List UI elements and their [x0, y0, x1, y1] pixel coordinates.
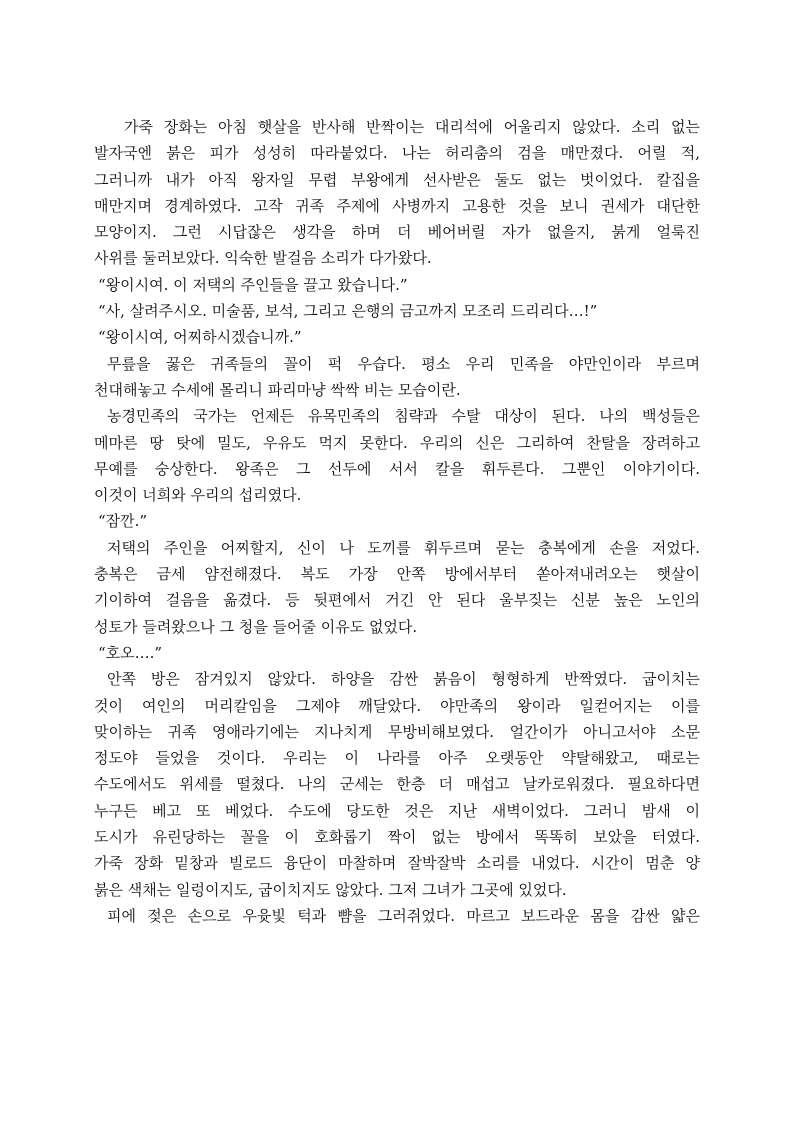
text-line: 피에 젖은 손으로 우윳빛 턱과 뺨을 그러쥐었다. 마르고 보드라운 몸을 감싼 얇은	[107, 906, 700, 925]
text-line: 모양이지. 그런 시답잖은 생각을 하며 더 베어버릴 자가 없을지, 붉게 얼룩진	[94, 223, 700, 242]
text-line: 성토가 들려왔으나 그 청을 들어줄 이유도 없었다.	[94, 617, 418, 636]
text-line: 맞이하는 귀족 영애라기에는 지나치게 무방비해보였다. 얼간이가 아니고서야 소문	[94, 722, 700, 741]
body-text	[94, 114, 700, 929]
dialogue-line: “잠깐.”	[98, 512, 148, 531]
text-line: 발자국엔 붉은 피가 성성히 따라붙었다. 나는 허리춤의 검을 매만졌다. 어릴 적,	[94, 144, 700, 163]
text-line: 기이하여 걸음을 옮겼다. 등 뒷편에서 거긴 안 된다 울부짖는 신분 높은 노인의	[94, 591, 700, 610]
text-line: 메마른 땅 탓에 밀도, 우유도 먹지 못한다. 우리의 신은 그리하여 찬탈을 장려하고	[94, 433, 700, 452]
text-line: 도시가 유린당하는 꼴을 이 호화롭기 짝이 없는 방에서 똑똑히 보았을 터였다.	[94, 828, 700, 847]
text-line: 농경민족의 국가는 언제든 유목민족의 침략과 수탈 대상이 된다. 나의 백성들은	[107, 407, 700, 426]
text-line: 가죽 장화는 아침 햇살을 반사해 반짝이는 대리석에 어울리지 않았다. 소리 없는	[124, 118, 700, 136]
text-line: 안쪽 방은 잠겨있지 않았다. 하양을 감싼 붉음이 형형하게 반짝였다. 굽이치는	[107, 670, 700, 689]
text-line: 그러니까 내가 아직 왕자일 무렵 부왕에게 선사받은 둘도 없는 벗이었다. 칼집을	[94, 170, 700, 189]
text-line: 저택의 주인을 어찌할지, 신이 나 도끼를 휘두르며 묻는 충복에게 손을 저었다.	[107, 538, 700, 557]
text-line: 이것이 너희와 우리의 섭리였다.	[94, 486, 302, 505]
text-line: 사위를 둘러보았다. 익숙한 발걸음 소리가 다가왔다.	[94, 249, 432, 268]
text-line: 누구든 베고 또 베었다. 수도에 당도한 것은 지난 새벽이었다. 그러니 밤새 이	[94, 801, 700, 820]
dialogue-line: “사, 살려주시오. 미술품, 보석, 그리고 은행의 금고까지 모조리 드리리다…!”	[98, 302, 598, 321]
text-line: 것이 여인의 머리칼임을 그제야 깨달았다. 야만족의 왕이라 일컫어지는 이를	[94, 696, 700, 715]
dialogue-line: “호오….”	[98, 643, 163, 662]
text-line: 가죽 장화 밑창과 빌로드 융단이 마찰하며 잘박잘박 소리를 내었다. 시간이 멈춘 양	[94, 854, 700, 873]
text-line: 붉은 색채는 일렁이지도, 굽이치지도 않았다. 그저 그녀가 그곳에 있었다.	[94, 880, 567, 899]
text-line: 천대해놓고 수세에 몰리니 파리마냥 싹싹 비는 모습이란.	[94, 380, 461, 399]
text-line: 무릎을 꿇은 귀족들의 꼴이 퍽 우습다. 평소 우리 민족을 야만인이라 부르며	[107, 354, 700, 373]
text-line: 수도에서도 위세를 떨쳤다. 나의 군세는 한층 더 매섭고 날카로워졌다. 필요하다면	[94, 775, 700, 794]
text-line: 충복은 금세 얌전해졌다. 복도 가장 안쪽 방에서부터 쏟아져내려오는 햇살이	[94, 565, 700, 584]
text-line: 무예를 숭상한다. 왕족은 그 선두에 서서 칼을 휘두른다. 그뿐인 이야기이다.	[94, 459, 700, 478]
text-line: 매만지며 경계하였다. 고작 귀족 주제에 사병까지 고용한 것을 보니 권세가 대단한	[94, 196, 700, 215]
text-line: 정도야 들었을 것이다. 우리는 이 나라를 아주 오랫동안 약탈해왔고, 때로는	[94, 749, 700, 768]
dialogue-line: “왕이시여. 이 저택의 주인들을 끌고 왔습니다.”	[98, 275, 408, 294]
dialogue-line: “왕이시여, 어찌하시겠습니까.”	[98, 328, 302, 347]
